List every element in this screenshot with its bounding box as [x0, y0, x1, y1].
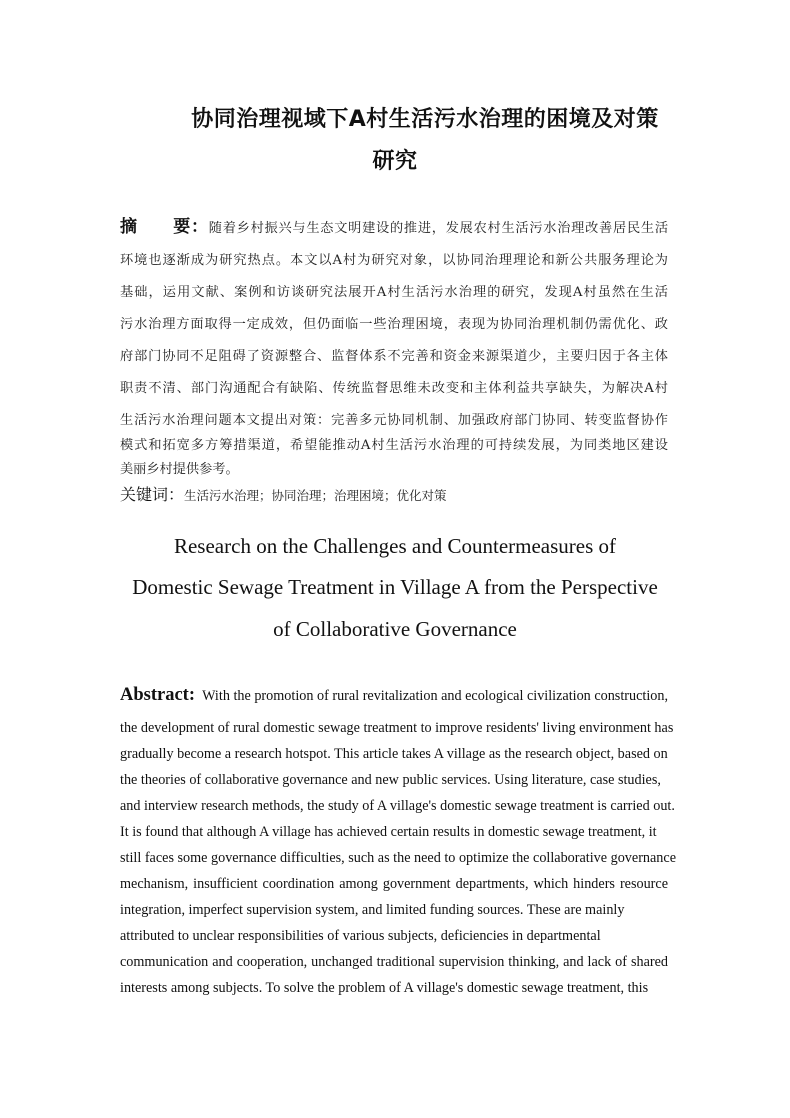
chinese-abstract-line: 职责不清、部门沟通配合有缺陷、传统监督思维未改变和主体利益共享缺失，为解决A村	[120, 381, 668, 396]
chinese-abstract-line: 生活污水治理问题本文提出对策：完善多元协同机制、加强政府部门协同、转变监督协作	[120, 413, 668, 428]
english-abstract-line: and interview research methods, the study of A village's domestic sewage treatment is carried out.	[120, 798, 675, 814]
english-abstract-line: still faces some governance difficulties, such as the need to optimize the collaborative governance	[120, 850, 677, 866]
chinese-abstract-label: 摘 要：	[120, 217, 209, 237]
keywords-text: 生活污水治理；协同治理；治理困境；优化对策	[184, 488, 447, 503]
keywords-row	[120, 482, 447, 505]
english-title-line-1: Research on the Challenges and Countermeasures of	[173, 534, 617, 558]
chinese-abstract-text: 随着乡村振兴与生态文明建设的推进，发展农村生活污水治理改善居民生活	[208, 221, 669, 236]
english-abstract-line: the theories of collaborative governance and new public services. Using literature, case studies,	[120, 772, 661, 788]
english-abstract-line: It is found that although A village has achieved certain results in domestic sewage treatment, it	[120, 824, 657, 840]
chinese-abstract-line: 府部门协同不足阻碍了资源整合、监督体系不完善和资金来源渠道少，主要归因于各主体	[120, 349, 668, 364]
chinese-abstract-line: 模式和拓宽多方筹措渠道，希望能推动A村生活污水治理的可持续发展，为同类地区建设	[120, 438, 668, 453]
english-abstract-line: attributed to unclear responsibilities of various subjects, deficiencies in departmental	[120, 928, 601, 944]
english-abstract-text: With the promotion of rural revitalization and ecological civilization construction,	[202, 688, 669, 704]
keywords-label: 关键词：	[120, 485, 185, 504]
chinese-abstract-line: 环境也逐渐成为研究热点。本文以A村为研究对象，以协同治理理论和新公共服务理论为	[120, 253, 668, 268]
english-title-line-3: of Collaborative Governance	[273, 617, 517, 641]
chinese-abstract-last-line: 美丽乡村提供参考。	[120, 462, 239, 477]
chinese-abstract-line	[120, 217, 668, 239]
english-abstract-line: integration, imperfect supervision system, and limited funding sources. These are mainly	[120, 902, 625, 918]
english-title-line-2: Domestic Sewage Treatment in Village A from the Perspective	[132, 575, 658, 599]
english-abstract-line: mechanism, insufficient coordination among government departments, which hinders resource	[120, 876, 668, 892]
chinese-title-line-2: 研究	[372, 149, 418, 174]
english-abstract-line	[120, 686, 668, 705]
english-abstract-line: communication and cooperation, unchanged traditional supervision thinking, and lack of shared	[120, 954, 668, 970]
english-abstract-line: the development of rural domestic sewage treatment to improve residents' living environment has	[120, 720, 674, 736]
english-abstract-line: interests among subjects. To solve the problem of A village's domestic sewage treatment, this	[120, 980, 649, 996]
chinese-abstract-line: 基础，运用文献、案例和访谈研究法展开A村生活污水治理的研究，发现A村虽然在生活	[120, 285, 668, 300]
english-abstract-line: gradually become a research hotspot. This article takes A village as the research object, based on	[120, 746, 668, 762]
english-abstract-label: Abstract:	[120, 685, 196, 705]
chinese-title-line-1: 协同治理视域下A村生活污水治理的困境及对策	[191, 107, 659, 132]
chinese-abstract-line: 污水治理方面取得一定成效，但仍面临一些治理困境，表现为协同治理机制仍需优化、政	[120, 317, 668, 332]
